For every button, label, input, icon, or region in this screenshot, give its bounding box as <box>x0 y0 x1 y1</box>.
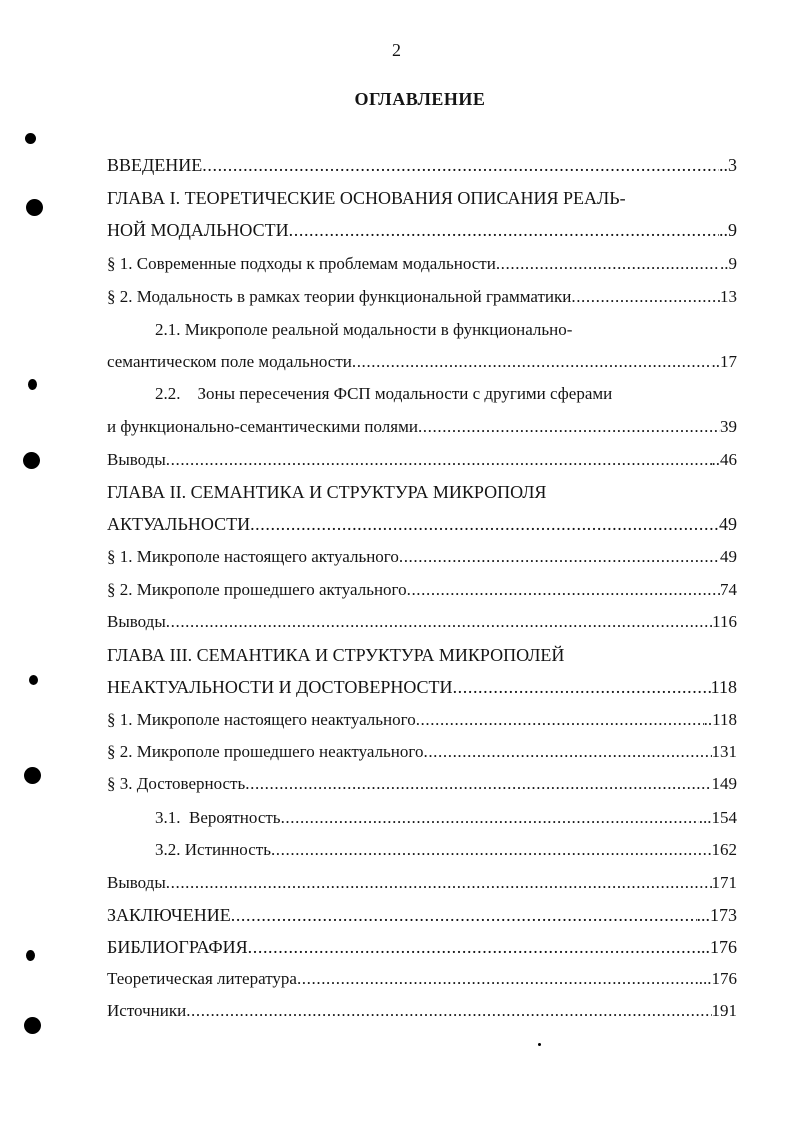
page-ref: ..3 <box>719 155 737 175</box>
page-ref: ...173 <box>696 905 737 925</box>
toc-ch3-section-3[interactable]: § 3. Достоверность ..... 149 <box>107 772 737 796</box>
leader-dots <box>245 772 711 796</box>
punch-hole-icon <box>24 1017 41 1034</box>
toc-chapter-3[interactable]: НЕАКТУАЛЬНОСТИ И ДОСТОВЕРНОСТИ ..... 118 <box>107 675 737 699</box>
page-ref: ..118 <box>703 710 737 729</box>
leader-dots <box>418 415 720 439</box>
toc-chapter-2[interactable]: АКТУАЛЬНОСТИ ..... 49 <box>107 512 737 536</box>
toc-ch1-conclusions[interactable]: Выводы ..... ..46 <box>107 448 737 472</box>
page-ref: 39 <box>720 417 737 436</box>
toc-ch2-section-1[interactable]: § 1. Микрополе настоящего актуального ..... 49 <box>107 545 737 569</box>
leader-dots <box>496 252 720 276</box>
leader-dots <box>453 675 711 699</box>
punch-hole-icon <box>23 452 40 469</box>
page-ref: ..17 <box>711 352 737 371</box>
page-ref: 74 <box>720 580 737 599</box>
page-ref: 49 <box>719 514 737 534</box>
toc-ch3-conclusions[interactable]: Выводы ..... 171 <box>107 871 737 895</box>
leader-dots <box>423 740 711 764</box>
page-ref: ..46 <box>711 450 737 469</box>
toc-chapter-2-title[interactable]: ГЛАВА II. СЕМАНТИКА И СТРУКТУРА МИКРОПОЛЯ <box>107 482 547 502</box>
toc-chapter-3-title[interactable]: ГЛАВА III. СЕМАНТИКА И СТРУКТУРА МИКРОПОЛЕЙ <box>107 645 565 665</box>
toc-ch2-conclusions[interactable]: Выводы ..... 116 <box>107 610 737 634</box>
toc-ch3-section-1[interactable]: § 1. Микрополе настоящего неактуального ..... ..118 <box>107 708 737 732</box>
page-number: 2 <box>392 40 401 60</box>
toc-ch1-subsection-2-2-title[interactable]: 2.2. Зоны пересечения ФСП модальности с другими сферами <box>155 384 613 403</box>
page-ref: ..9 <box>720 254 737 273</box>
leader-dots <box>571 285 720 309</box>
toc-ch3-section-2[interactable]: § 2. Микрополе прошедшего неактуального ..... 131 <box>107 740 737 764</box>
toc-title: ОГЛАВЛЕНИЕ <box>354 89 486 109</box>
toc-conclusion[interactable]: ЗАКЛЮЧЕНИЕ ..... ...173 <box>107 903 737 927</box>
leader-dots <box>250 512 719 536</box>
page-ref: ...176 <box>698 969 737 988</box>
page-ref: 131 <box>711 742 737 761</box>
page-ref: ..9 <box>719 220 737 240</box>
toc-ch1-section-2[interactable]: § 2. Модальность в рамках теории функциональной грамматики ..... 13 <box>107 285 737 309</box>
toc-ch1-section-1[interactable]: § 1. Современные подходы к проблемам модальности ..... ..9 <box>107 252 737 276</box>
page-ref: 13 <box>720 287 737 306</box>
toc-sources[interactable]: Источники ..... 191 <box>107 999 737 1023</box>
page-ref: 149 <box>711 774 737 793</box>
toc-entry-introduction[interactable]: ВВЕДЕНИЕ ..... ..3 <box>107 153 737 177</box>
leader-dots <box>416 708 704 732</box>
leader-dots <box>297 967 699 991</box>
toc-ch3-subsection-3-2[interactable]: 3.2. Истинность ..... 162 <box>155 838 737 862</box>
leader-dots <box>271 838 712 862</box>
punch-hole-icon <box>26 199 43 216</box>
toc-chapter-1-title[interactable]: ГЛАВА I. ТЕОРЕТИЧЕСКИЕ ОСНОВАНИЯ ОПИСАНИЯ РЕАЛЬ- <box>107 188 626 208</box>
page-ref: 162 <box>711 840 737 859</box>
leader-dots <box>289 218 719 242</box>
punch-hole-icon <box>24 767 41 784</box>
leader-dots <box>248 935 697 959</box>
leader-dots <box>166 871 712 895</box>
toc-theoretical-literature[interactable]: Теоретическая литература ..... ...176 <box>107 967 737 991</box>
toc-ch1-subsection-2-1-title[interactable]: 2.1. Микрополе реальной модальности в функционально- <box>155 320 573 339</box>
leader-dots <box>186 999 711 1023</box>
page-ref: 116 <box>712 612 737 631</box>
toc-ch1-subsection-2-2[interactable]: и функционально-семантическими полями ..... 39 <box>107 415 737 439</box>
scan-mark-icon <box>28 379 37 390</box>
scan-mark-icon <box>26 950 35 961</box>
leader-dots <box>166 448 712 472</box>
leader-dots <box>352 350 712 374</box>
leader-dots <box>281 806 699 830</box>
leader-dots <box>399 545 720 569</box>
page-ref: ...176 <box>696 937 737 957</box>
scan-mark-icon <box>25 133 36 144</box>
toc-chapter-1[interactable]: НОЙ МОДАЛЬНОСТИ ..... ..9 <box>107 218 737 242</box>
toc-ch3-subsection-3-1[interactable]: 3.1. Вероятность ..... ...154 <box>155 806 737 830</box>
leader-dots <box>231 903 697 927</box>
page-ref: ...154 <box>698 808 737 827</box>
page-ref: 118 <box>710 677 737 697</box>
page-ref: 171 <box>711 873 737 892</box>
leader-dots <box>407 578 720 602</box>
scan-mark-icon <box>29 675 38 685</box>
speck-icon <box>538 1043 541 1046</box>
toc-bibliography[interactable]: БИБЛИОГРАФИЯ ..... ...176 <box>107 935 737 959</box>
toc-ch2-section-2[interactable]: § 2. Микрополе прошедшего актуального ..... 74 <box>107 578 737 602</box>
toc-ch1-subsection-2-1[interactable]: семантическом поле модальности ..... ..17 <box>107 350 737 374</box>
leader-dots <box>166 610 712 634</box>
page-ref: 191 <box>711 1001 737 1020</box>
leader-dots <box>202 153 719 177</box>
page-ref: 49 <box>720 547 737 566</box>
